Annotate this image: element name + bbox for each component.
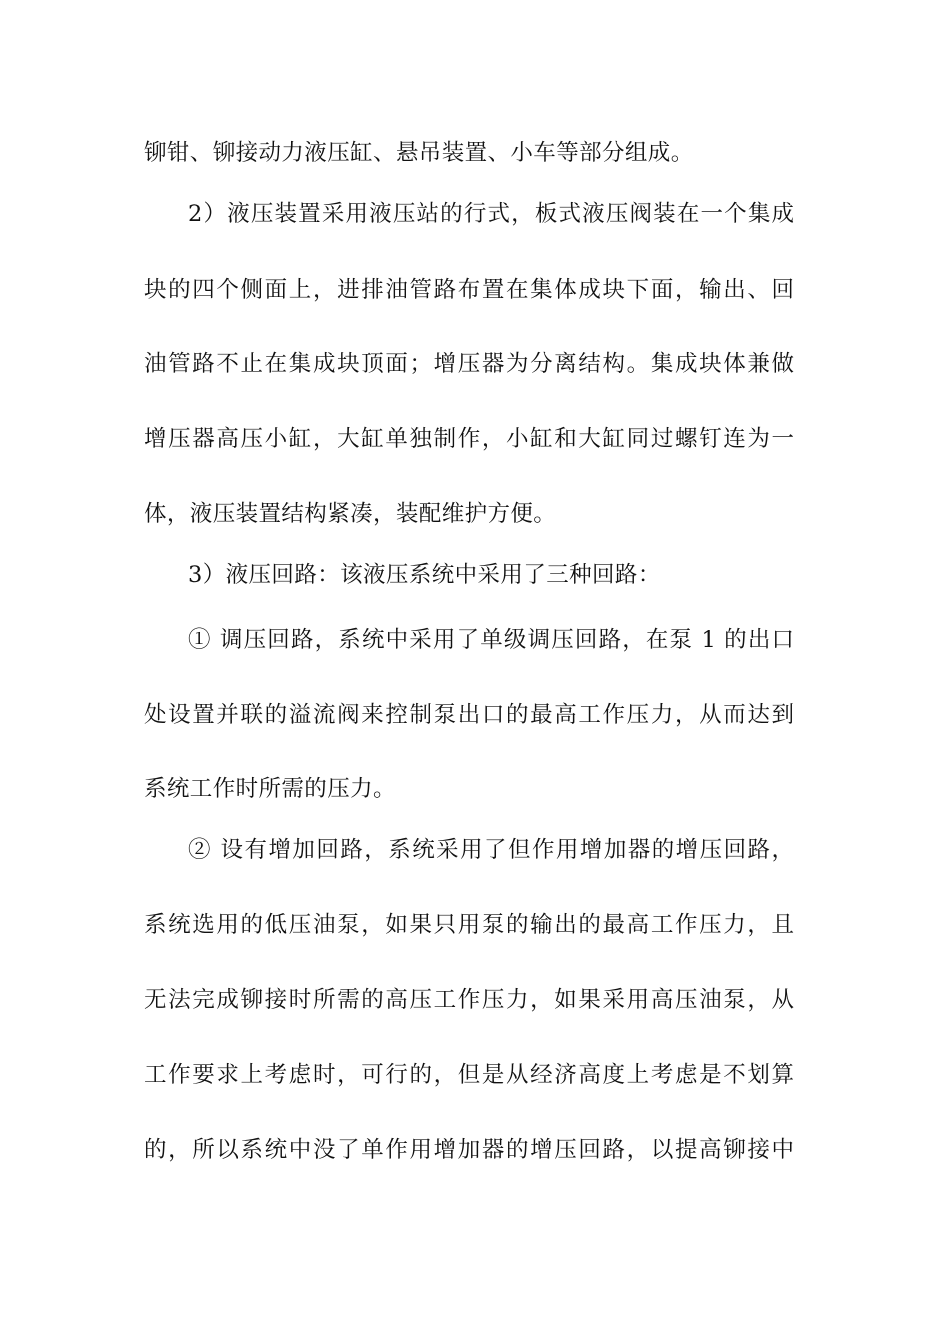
paragraph-line: 无法完成铆接时所需的高压工作压力，如果采用高压油泵，从: [144, 987, 794, 1013]
paragraph-line: 的，所以系统中没了单作用增加器的增压回路，以提高铆接中: [144, 1137, 794, 1163]
paragraph-line: 2）液压装置采用液压站的行式，板式液压阀装在一个集成: [188, 201, 794, 227]
paragraph-line: 3）液压回路：该液压系统中采用了三种回路：: [188, 562, 661, 588]
paragraph-line: ② 设有增加回路，系统采用了但作用增加器的增压回路，: [188, 837, 794, 863]
paragraph-line: 油管路不止在集成块顶面；增压器为分离结构。集成块体兼做: [144, 351, 794, 377]
paragraph-line: ① 调压回路，系统中采用了单级调压回路，在泵 1 的出口: [188, 627, 794, 653]
paragraph-line: 系统工作时所需的压力。: [144, 776, 396, 802]
paragraph-line: 块的四个侧面上，进排油管路布置在集体成块下面，输出、回: [144, 277, 794, 303]
paragraph-line: 工作要求上考虑时，可行的，但是从经济高度上考虑是不划算: [144, 1062, 794, 1088]
paragraph-line: 体，液压装置结构紧凑，装配维护方便。: [144, 501, 557, 527]
paragraph-line: 处设置并联的溢流阀来控制泵出口的最高工作压力，从而达到: [144, 702, 794, 728]
paragraph-line: 系统选用的低压油泵，如果只用泵的输出的最高工作压力，且: [144, 912, 794, 938]
paragraph-line: 铆钳、铆接动力液压缸、悬吊装置、小车等部分组成。: [144, 140, 694, 166]
paragraph-line: 增压器高压小缸，大缸单独制作，小缸和大缸同过螺钉连为一: [144, 426, 794, 452]
